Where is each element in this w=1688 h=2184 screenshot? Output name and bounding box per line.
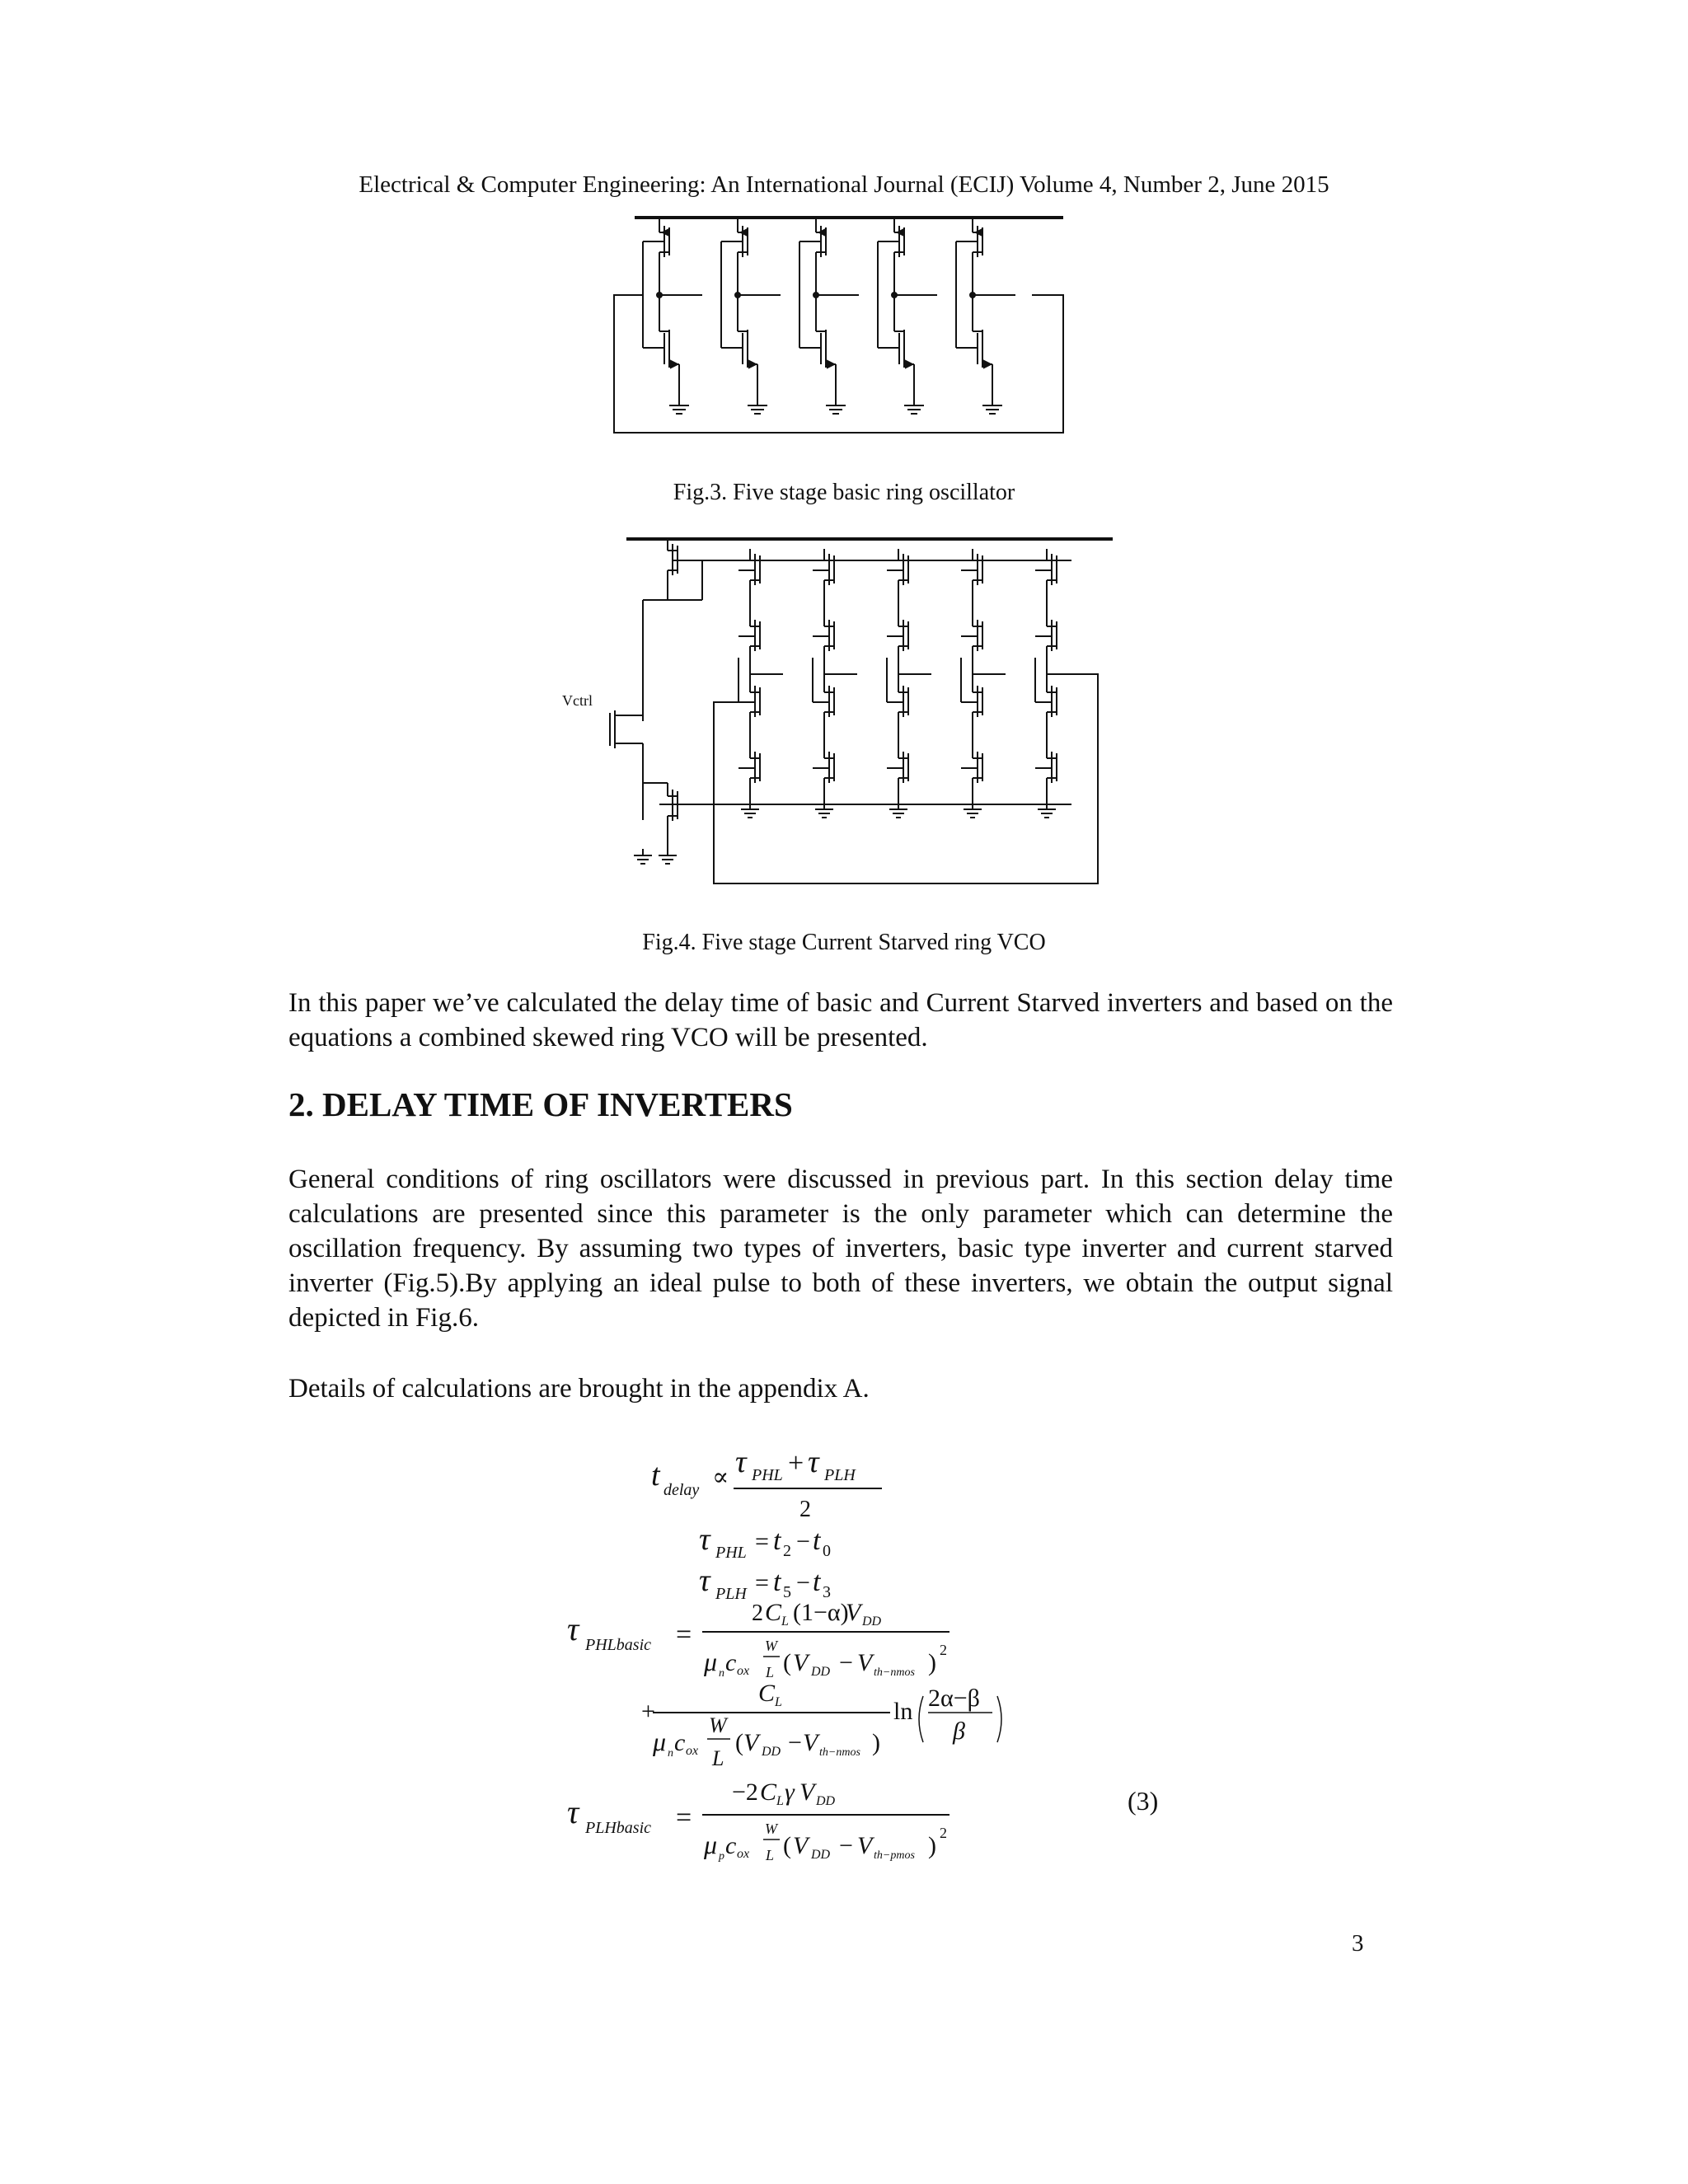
svg-text:PLH: PLH xyxy=(715,1585,747,1603)
svg-text:τ: τ xyxy=(735,1445,747,1479)
svg-text:W: W xyxy=(709,1713,727,1737)
svg-text:μ: μ xyxy=(653,1727,667,1756)
svg-text:2α−β: 2α−β xyxy=(928,1685,980,1712)
svg-text:2: 2 xyxy=(783,1542,791,1560)
svg-text:V: V xyxy=(857,1649,873,1676)
svg-text:n: n xyxy=(668,1747,673,1760)
svg-text:c: c xyxy=(725,1832,737,1859)
svg-text:ox: ox xyxy=(737,1664,750,1678)
svg-text:W: W xyxy=(765,1821,777,1837)
svg-text:−2: −2 xyxy=(732,1779,758,1806)
svg-text:DD: DD xyxy=(816,1794,836,1808)
svg-text:DD: DD xyxy=(862,1615,882,1629)
svg-text:(1−α): (1−α) xyxy=(793,1599,849,1626)
svg-text:V: V xyxy=(803,1729,818,1756)
svg-text:μ: μ xyxy=(704,1830,718,1859)
svg-text:L: L xyxy=(712,1746,724,1770)
running-header: Electrical & Computer Engineering: An International Journal (ECIJ) Volume 4, Number 2, June 2015 xyxy=(359,171,1329,198)
svg-text:C: C xyxy=(758,1680,776,1707)
svg-text:V: V xyxy=(857,1832,873,1859)
svg-text:−: − xyxy=(788,1729,802,1756)
svg-text:V: V xyxy=(793,1832,809,1859)
svg-text:PHL: PHL xyxy=(752,1466,783,1484)
svg-text:3: 3 xyxy=(823,1583,831,1601)
svg-text:β: β xyxy=(953,1718,965,1745)
svg-text:ox: ox xyxy=(737,1847,750,1861)
svg-text:L: L xyxy=(776,1794,784,1808)
svg-text:2: 2 xyxy=(940,1642,947,1658)
section-heading: 2. DELAY TIME OF INVERTERS xyxy=(288,1085,793,1123)
svg-text:C: C xyxy=(760,1779,777,1806)
section-paragraph-2: Details of calculations are brought in the appendix A. xyxy=(288,1374,870,1404)
vctrl-label: Vctrl xyxy=(562,692,593,709)
svg-text:th−nmos: th−nmos xyxy=(874,1666,915,1679)
delay-equations xyxy=(560,1434,1071,1896)
svg-text:ox: ox xyxy=(686,1744,699,1758)
svg-text:−: − xyxy=(796,1569,810,1596)
svg-text:V: V xyxy=(846,1599,861,1626)
svg-text:PLH: PLH xyxy=(824,1466,856,1484)
svg-text:V: V xyxy=(793,1649,809,1676)
figure-3-caption: Fig.3. Five stage basic ring oscillator xyxy=(673,480,1015,505)
svg-text:): ) xyxy=(928,1832,936,1859)
svg-text:DD: DD xyxy=(811,1665,831,1679)
svg-text:2: 2 xyxy=(799,1497,811,1522)
svg-text:t: t xyxy=(773,1526,781,1556)
svg-text:L: L xyxy=(766,1664,775,1680)
svg-text:n: n xyxy=(719,1667,724,1680)
svg-text:(: ( xyxy=(783,1832,791,1859)
intro-paragraph: In this paper we’ve calculated the delay time of basic and Current Starved inverters and based on the equations a combined skewed ring VCO will be presented. xyxy=(288,988,1393,1052)
svg-text:(: ( xyxy=(735,1729,743,1756)
svg-text:PLHbasic: PLHbasic xyxy=(585,1819,651,1837)
svg-text:V: V xyxy=(799,1779,815,1806)
svg-text:ln: ln xyxy=(893,1698,913,1725)
svg-text:delay: delay xyxy=(663,1481,700,1499)
svg-text:−: − xyxy=(796,1528,810,1555)
svg-text:L: L xyxy=(781,1615,789,1629)
svg-text:L: L xyxy=(766,1847,775,1863)
figure-3-basic-ring-oscillator xyxy=(577,206,1088,445)
svg-text:t: t xyxy=(651,1458,660,1493)
svg-text:): ) xyxy=(928,1649,936,1676)
svg-text:=: = xyxy=(676,1619,692,1650)
svg-text:+: + xyxy=(788,1448,804,1479)
svg-text:DD: DD xyxy=(811,1848,831,1862)
svg-text:t: t xyxy=(773,1567,781,1597)
svg-text:): ) xyxy=(872,1729,880,1756)
svg-text:γ: γ xyxy=(785,1779,795,1806)
svg-text:C: C xyxy=(765,1599,782,1626)
equation-number: (3) xyxy=(1128,1786,1159,1816)
svg-text:=: = xyxy=(755,1569,769,1596)
page-number: 3 xyxy=(1352,1930,1364,1957)
svg-text:2: 2 xyxy=(940,1825,947,1841)
svg-text:τ: τ xyxy=(699,1563,710,1598)
svg-text:t: t xyxy=(813,1567,821,1597)
svg-text:PHLbasic: PHLbasic xyxy=(585,1636,651,1654)
svg-text:+: + xyxy=(641,1698,655,1725)
svg-text:∝: ∝ xyxy=(712,1464,729,1491)
svg-text:(: ( xyxy=(783,1649,791,1676)
svg-text:=: = xyxy=(676,1802,692,1833)
svg-text:DD: DD xyxy=(762,1745,781,1759)
figure-4-caption: Fig.4. Five stage Current Starved ring VCO xyxy=(642,930,1046,955)
figure-4-current-starved-vco xyxy=(560,527,1121,890)
svg-text:−: − xyxy=(839,1649,853,1676)
svg-text:p: p xyxy=(719,1850,724,1863)
svg-text:−: − xyxy=(839,1832,853,1859)
svg-text:t: t xyxy=(813,1526,821,1556)
svg-text:th−pmos: th−pmos xyxy=(874,1849,915,1862)
svg-text:τ: τ xyxy=(808,1445,819,1479)
svg-text:τ: τ xyxy=(699,1522,710,1557)
svg-text:c: c xyxy=(674,1729,686,1756)
section-paragraph-1: General conditions of ring oscillators were discussed in previous part. In this section delay time calculations are presented since this parameter is the only parameter which can determine the oscillation frequency. By assuming two types of inverters, basic type inverter and current starved inverter (Fig.5).By applying an ideal pulse to both of these inverters, we obtain the output signal depicted in Fig.6. xyxy=(288,1165,1393,1333)
svg-text:5: 5 xyxy=(783,1583,791,1601)
svg-text:c: c xyxy=(725,1649,737,1676)
svg-text:=: = xyxy=(755,1528,769,1555)
svg-text:0: 0 xyxy=(823,1542,831,1560)
svg-text:μ: μ xyxy=(704,1647,718,1676)
svg-text:th−nmos: th−nmos xyxy=(819,1746,860,1759)
svg-text:L: L xyxy=(775,1695,782,1709)
svg-text:τ: τ xyxy=(567,1793,579,1830)
svg-text:PHL: PHL xyxy=(715,1544,747,1562)
svg-text:τ: τ xyxy=(567,1610,579,1647)
svg-text:2: 2 xyxy=(752,1601,763,1626)
svg-text:W: W xyxy=(765,1638,777,1654)
svg-text:V: V xyxy=(743,1729,759,1756)
